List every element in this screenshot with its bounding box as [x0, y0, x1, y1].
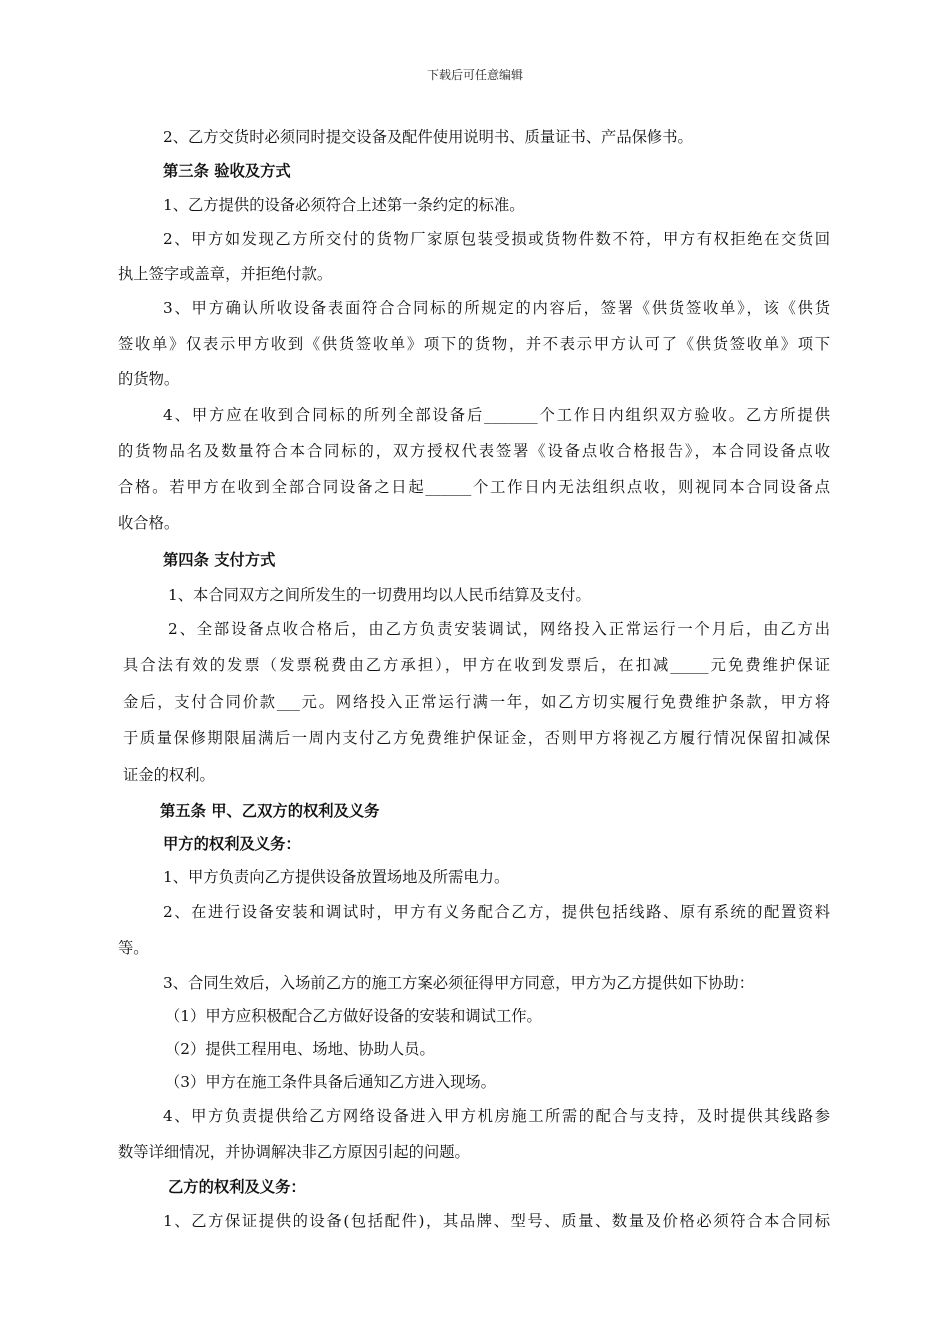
paragraph-line: 3、甲方确认所收设备表面符合合同标的所规定的内容后，签署《供货签收单》，该《供货	[163, 299, 830, 317]
paragraph-line: 合格。若甲方在收到全部合同设备之日起______个工作日内无法组织点收，则视同本合同设备点	[118, 478, 830, 496]
list-item: （1）甲方应积极配合乙方做好设备的安装和调试工作。	[165, 1007, 542, 1025]
subsection-heading: 乙方的权利及义务：	[168, 1178, 306, 1196]
paragraph-line: 收合格。	[118, 514, 180, 532]
paragraph-line: 于质量保修期限届满后一周内支付乙方免费维护保证金，否则甲方将视乙方履行情况保留扣减保	[123, 729, 830, 747]
section-heading: 第五条 甲、乙双方的权利及义务	[160, 802, 380, 820]
paragraph-line: 2、全部设备点收合格后，由乙方负责安装调试，网络投入正常运行一个月后，由乙方出	[168, 620, 830, 638]
paragraph-line: 的货物。	[118, 370, 180, 388]
paragraph-line: 签收单》仅表示甲方收到《供货签收单》项下的货物，并不表示甲方认可了《供货签收单》项下	[118, 335, 830, 353]
paragraph-line: 1、乙方保证提供的设备(包括配件)，其品牌、型号、质量、数量及价格必须符合本合同标	[163, 1212, 830, 1230]
paragraph-line: 证金的权利。	[123, 766, 215, 784]
section-heading: 第三条 验收及方式	[163, 162, 291, 180]
paragraph-line: 4、甲方负责提供给乙方网络设备进入甲方机房施工所需的配合与支持，及时提供其线路参	[163, 1107, 830, 1125]
paragraph-line: 数等详细情况，并协调解决非乙方原因引起的问题。	[118, 1143, 470, 1161]
paragraph-line: 1、乙方提供的设备必须符合上述第一条约定的标准。	[163, 196, 525, 214]
paragraph-line: 执上签字或盖章，并拒绝付款。	[118, 265, 333, 283]
list-item: （2）提供工程用电、场地、协助人员。	[165, 1040, 435, 1058]
paragraph-line: 1、甲方负责向乙方提供设备放置场地及所需电力。	[163, 868, 510, 886]
paragraph-line: 2、在进行设备安装和调试时，甲方有义务配合乙方，提供包括线路、原有系统的配置资料	[163, 903, 830, 921]
paragraph-line: 1、本合同双方之间所发生的一切费用均以人民币结算及支付。	[168, 586, 591, 604]
paragraph-line: 等。	[118, 939, 149, 957]
paragraph-line: 3、合同生效后，入场前乙方的施工方案必须征得甲方同意，甲方为乙方提供如下协助：	[163, 974, 755, 992]
paragraph-line: 金后，支付合同价款___元。网络投入正常运行满一年，如乙方切实履行免费维护条款，甲方将	[123, 693, 830, 711]
section-heading: 第四条 支付方式	[163, 551, 276, 569]
page-header: 下载后可任意编辑	[426, 68, 523, 82]
paragraph-line: 2、甲方如发现乙方所交付的货物厂家原包装受损或货物件数不符，甲方有权拒绝在交货回	[163, 230, 830, 248]
list-item: （3）甲方在施工条件具备后通知乙方进入现场。	[165, 1073, 496, 1091]
paragraph-line: 的货物品名及数量符合本合同标的，双方授权代表签署《设备点收合格报告》，本合同设备点收	[118, 442, 830, 460]
paragraph-line: 具合法有效的发票（发票税费由乙方承担），甲方在收到发票后，在扣减_____元免费维护保证	[123, 656, 830, 674]
paragraph-line: 4、甲方应在收到合同标的所列全部设备后_______个工作日内组织双方验收。乙方所提供	[163, 406, 830, 424]
subsection-heading: 甲方的权利及义务：	[163, 835, 301, 853]
paragraph-line: 2、乙方交货时必须同时提交设备及配件使用说明书、质量证书、产品保修书。	[163, 128, 693, 146]
